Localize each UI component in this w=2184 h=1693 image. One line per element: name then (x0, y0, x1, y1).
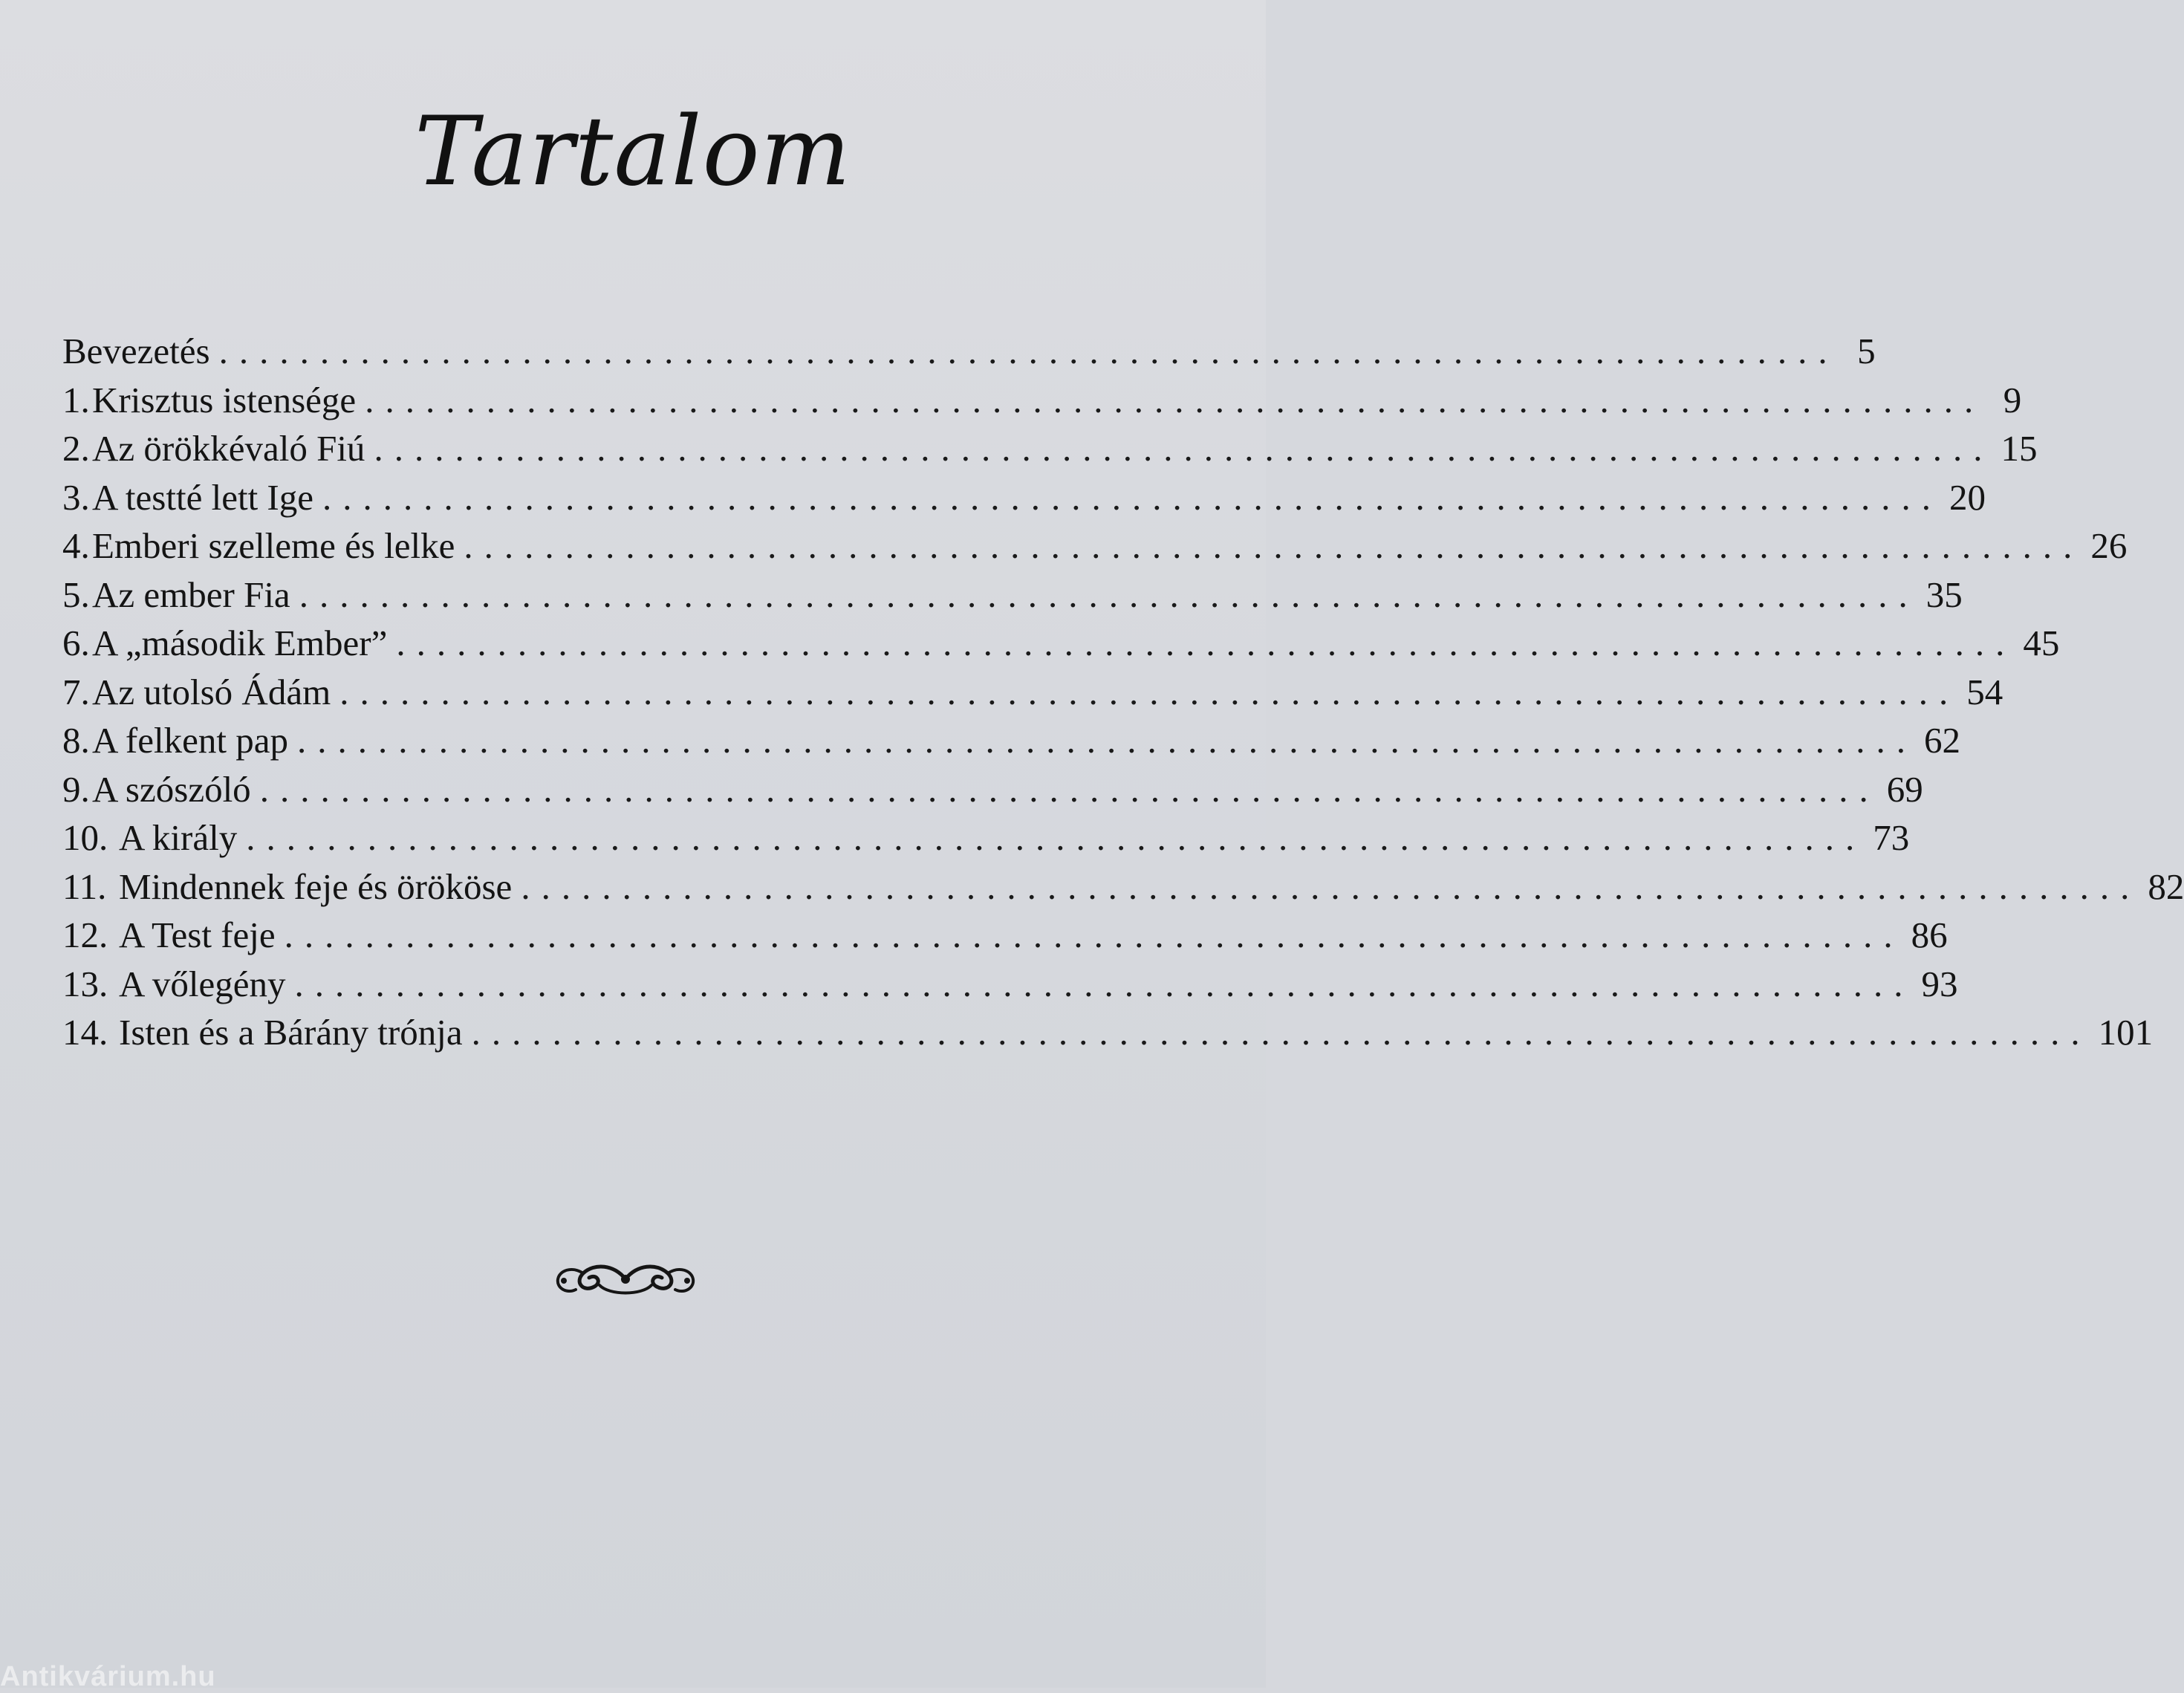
toc-leader-dots: ................................................................................ (322, 476, 1942, 518)
toc-leader-dots: ................................................................................ (374, 428, 1994, 469)
toc-entry-title: Krisztus istensége (92, 379, 357, 420)
toc-entry-number: 8. (62, 720, 90, 761)
toc-entry (62, 473, 1986, 522)
toc-leader-dots: ................................................................................ (246, 817, 1866, 858)
toc-entry (62, 960, 1958, 1009)
toc-entry-page: 54 (1966, 671, 2003, 712)
toc-entry-title: A vőlegény (119, 963, 286, 1004)
toc-entry-number: 13. (62, 963, 108, 1004)
toc-leader-dots: ................................................................................ (365, 379, 1985, 420)
toc-entry-title: A felkent pap (92, 720, 288, 761)
toc-entry-page: 15 (2001, 428, 2038, 469)
toc-entry-number: 9. (62, 768, 90, 810)
toc-leader-dots: ................................................................................ (294, 963, 1914, 1004)
toc-entry-page: 20 (1949, 476, 1986, 518)
toc-entry-title: A testté lett Ige (92, 476, 313, 518)
toc-leader-dots: ................................................................................ (299, 573, 1919, 615)
toc-entry (62, 1008, 2154, 1057)
toc-entry-page: 26 (2090, 525, 2128, 566)
toc-entry-title: Az utolsó Ádám (92, 671, 331, 712)
toc-entry-number: 11. (62, 865, 107, 907)
toc-leader-dots: ................................................................................ (296, 720, 1917, 761)
toc-entry (62, 862, 2184, 912)
toc-entry-number: 6. (62, 623, 90, 663)
toc-entry-title: A szószóló (92, 768, 251, 810)
toc-entry (62, 424, 2038, 473)
toc-entry-number: 14. (62, 1012, 108, 1053)
toc-entry (62, 813, 1910, 862)
toc-entry-page: 82 (2148, 865, 2184, 907)
toc-entry-number: 10. (62, 817, 108, 858)
page-title: Tartalom (414, 97, 852, 207)
watermark: Antikvárium.hu (0, 1661, 216, 1692)
toc-entry-page: 101 (2098, 1012, 2154, 1053)
toc-entry-title: A „második Ember” (92, 623, 388, 663)
toc-leader-dots: ................................................................................ (339, 671, 1960, 712)
toc-leader-dots: ................................................................................ (218, 331, 1839, 371)
toc-entry-number: 12. (62, 914, 108, 955)
scroll-ornament-icon (553, 1257, 698, 1300)
toc-entry (62, 521, 2128, 571)
toc-entry-number: 3. (62, 476, 90, 518)
toc-entry-title: Az örökkévaló Fiú (92, 428, 365, 469)
toc-entry-page: 86 (1911, 914, 1948, 955)
toc-entry-page: 5 (1857, 331, 1876, 371)
toc-entry-number: 4. (62, 525, 90, 566)
toc-entry-page: 69 (1886, 768, 1923, 810)
toc-entry (62, 376, 2022, 425)
toc-entry-title: Bevezetés (62, 331, 210, 371)
toc-entry-page: 62 (1923, 720, 1960, 761)
toc-entry (62, 668, 2003, 717)
toc-entry-title: Mindennek feje és örököse (119, 865, 513, 907)
toc-entry-page: 73 (1873, 817, 1910, 858)
toc-entry-number: 2. (62, 428, 90, 469)
toc-leader-dots: ................................................................................ (521, 865, 2141, 907)
toc-entry-title: A király (119, 817, 238, 858)
toc-entry-page: 9 (2003, 379, 2022, 420)
toc-entry-title: Emberi szelleme és lelke (92, 525, 455, 566)
toc-entry (62, 911, 1948, 960)
toc-entry-page: 93 (1921, 963, 1958, 1004)
toc-leader-dots: ................................................................................ (259, 768, 1879, 810)
toc-leader-dots: ................................................................................ (464, 525, 2084, 566)
toc-entry-page: 45 (2023, 623, 2060, 663)
table-of-contents (62, 327, 2184, 1057)
toc-entry (62, 765, 1923, 814)
toc-entry-number: 7. (62, 671, 90, 712)
toc-entry-number: 5. (62, 573, 90, 615)
toc-entry (62, 327, 1876, 376)
toc-entry (62, 571, 1963, 620)
toc-entry-title: Az ember Fia (92, 573, 290, 615)
toc-entry-number: 1. (62, 379, 90, 420)
toc-leader-dots: ................................................................................ (284, 914, 1904, 955)
toc-entry (62, 619, 2060, 668)
toc-entry-page: 35 (1925, 573, 1963, 615)
toc-leader-dots: ................................................................................ (471, 1012, 2091, 1053)
toc-entry-title: Isten és a Bárány trónja (119, 1012, 463, 1053)
toc-entry-title: A Test feje (119, 914, 276, 955)
toc-entry (62, 716, 1960, 765)
toc-leader-dots: ................................................................................ (396, 623, 2016, 663)
